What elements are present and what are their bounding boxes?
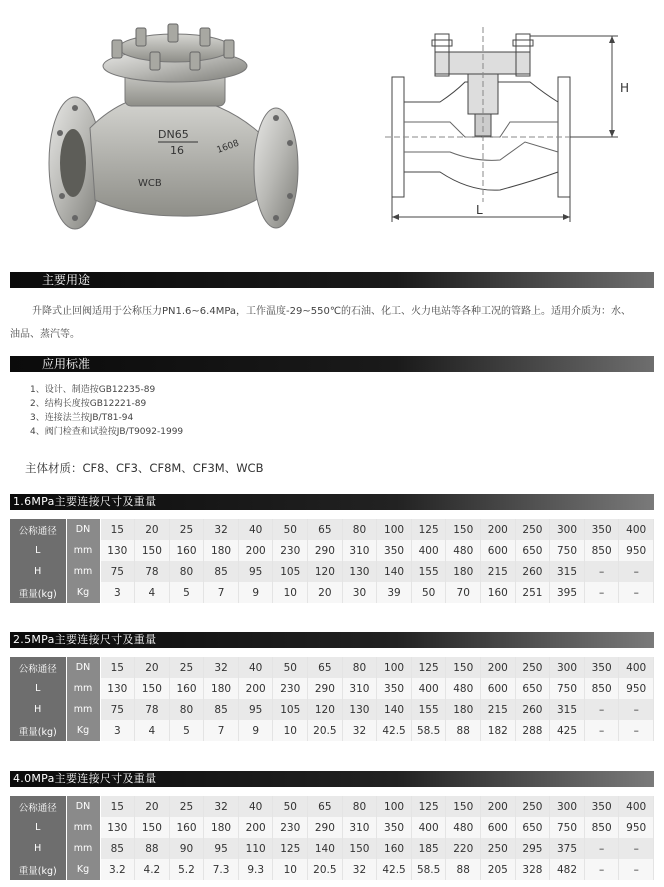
table-cell: 3.2 [100, 859, 135, 880]
row-label: L [10, 678, 66, 699]
table-cell: 80 [342, 796, 377, 817]
table-cell: 80 [342, 519, 377, 540]
table-cell: 65 [308, 519, 343, 540]
table-cell: 25 [169, 519, 204, 540]
table-cell: 32 [342, 859, 377, 880]
table-cell: 215 [481, 699, 516, 720]
table-row [10, 540, 654, 561]
table-cell: – [619, 699, 654, 720]
table-cell: 9 [238, 582, 273, 603]
table-row [10, 720, 654, 741]
table-cell: 15 [100, 796, 135, 817]
table-cell: 39 [377, 582, 412, 603]
table-cell: – [619, 561, 654, 582]
table-cell: 125 [411, 519, 446, 540]
table-row [10, 519, 654, 540]
table-cell: 251 [515, 582, 550, 603]
row-unit: Kg [66, 720, 100, 741]
material-line: 主体材质：CF8、CF3、CF8M、CF3M、WCB [25, 461, 264, 475]
table-cell: 4 [135, 582, 170, 603]
table-row [10, 582, 654, 603]
table-cell: 100 [377, 657, 412, 678]
table-cell: 9 [238, 720, 273, 741]
table-cell: 40 [238, 657, 273, 678]
table-cell: 482 [550, 859, 585, 880]
table-cell: 20.5 [308, 859, 343, 880]
table-cell: 328 [515, 859, 550, 880]
table-cell: 300 [550, 519, 585, 540]
table-cell: 120 [308, 561, 343, 582]
table-cell: 80 [169, 699, 204, 720]
table-cell: 200 [238, 817, 273, 838]
table-cell: 58.5 [411, 859, 446, 880]
table-cell: 310 [342, 540, 377, 561]
table-cell: 200 [481, 657, 516, 678]
table-cell: 10 [273, 582, 308, 603]
table-cell: 650 [515, 540, 550, 561]
table-cell: 350 [584, 519, 619, 540]
table-cell: 120 [308, 699, 343, 720]
table-cell: 88 [446, 859, 481, 880]
table-cell: 7.3 [204, 859, 239, 880]
table-cell: 20 [135, 519, 170, 540]
table-cell: 750 [550, 817, 585, 838]
row-label: H [10, 838, 66, 859]
usage-section-bar [10, 272, 654, 288]
row-unit: mm [66, 838, 100, 859]
dimension-l-label: L [476, 203, 483, 217]
table-cell: 185 [411, 838, 446, 859]
table-cell: 20 [135, 796, 170, 817]
row-label: 重量(kg) [10, 859, 66, 880]
table-cell: 88 [446, 720, 481, 741]
table-cell: – [584, 582, 619, 603]
table-cell: 15 [100, 657, 135, 678]
table-cell: 290 [308, 678, 343, 699]
table-cell: 375 [550, 838, 585, 859]
valve-photo [40, 18, 310, 243]
usage-text-line1: 升降式止回阀适用于公称压力PN1.6~6.4MPa，工作温度-29~550℃的石油、化工、火力电站等各种工况的管路上。适用介质为：水、 [32, 306, 632, 317]
table-cell: 200 [481, 796, 516, 817]
valve-section-drawing [380, 22, 635, 227]
table-cell: 160 [169, 678, 204, 699]
table-cell: 105 [273, 699, 308, 720]
row-label: 公称通径 [10, 519, 66, 540]
table-cell: 150 [446, 657, 481, 678]
table-cell: 32 [342, 720, 377, 741]
table-cell: 25 [169, 796, 204, 817]
table-cell: 480 [446, 817, 481, 838]
spec-table-2-5mpa [10, 657, 654, 741]
standard-item: 3、连接法兰按JB/T81-94 [30, 413, 134, 423]
row-unit: mm [66, 817, 100, 838]
table-cell: 400 [411, 540, 446, 561]
table-cell: 315 [550, 561, 585, 582]
table-cell: 10 [273, 720, 308, 741]
table-cell: 480 [446, 540, 481, 561]
table-title-bar [10, 771, 654, 787]
table-cell: 3 [100, 720, 135, 741]
table-cell: 295 [515, 838, 550, 859]
table-cell: 950 [619, 817, 654, 838]
table-cell: 400 [411, 817, 446, 838]
mark-pn: 16 [170, 144, 184, 157]
row-unit: DN [66, 519, 100, 540]
row-label: 重量(kg) [10, 720, 66, 741]
table-cell: 600 [481, 678, 516, 699]
table-cell: 4 [135, 720, 170, 741]
table-cell: 150 [446, 519, 481, 540]
table-cell: 180 [204, 817, 239, 838]
table-cell: 300 [550, 657, 585, 678]
table-cell: 130 [100, 540, 135, 561]
table-cell: 650 [515, 678, 550, 699]
table-cell: 180 [204, 678, 239, 699]
row-unit: DN [66, 796, 100, 817]
standard-item: 2、结构长度按GB12221-89 [30, 399, 147, 409]
table-row [10, 561, 654, 582]
table-cell: 155 [411, 561, 446, 582]
table-cell: 160 [481, 582, 516, 603]
row-unit: DN [66, 657, 100, 678]
table-cell: 140 [377, 561, 412, 582]
table-cell: 50 [273, 796, 308, 817]
table-cell: 400 [411, 678, 446, 699]
table-cell: 288 [515, 720, 550, 741]
row-label: H [10, 561, 66, 582]
table-cell: – [619, 720, 654, 741]
table-cell: 5.2 [169, 859, 204, 880]
table-cell: 50 [273, 519, 308, 540]
table-cell: 32 [204, 657, 239, 678]
table-cell: 30 [342, 582, 377, 603]
table-row [10, 796, 654, 817]
standards-list [30, 383, 183, 439]
table-cell: 95 [204, 838, 239, 859]
table-row [10, 838, 654, 859]
table-cell: 150 [135, 540, 170, 561]
row-unit: mm [66, 699, 100, 720]
table-cell: 110 [238, 838, 273, 859]
table-cell: 25 [169, 657, 204, 678]
table-cell: 80 [169, 561, 204, 582]
standard-item: 1、设计、制造按GB12235-89 [30, 385, 156, 395]
table-cell: 85 [100, 838, 135, 859]
row-unit: Kg [66, 582, 100, 603]
table-cell: 150 [446, 796, 481, 817]
table-cell: – [584, 561, 619, 582]
table-cell: 7 [204, 720, 239, 741]
table-cell: 850 [584, 678, 619, 699]
table-cell: 100 [377, 519, 412, 540]
row-label: L [10, 540, 66, 561]
table-cell: 70 [446, 582, 481, 603]
table-title: 1.6MPa主要连接尺寸及重量 [13, 495, 157, 508]
mark-dn: DN65 [158, 128, 189, 141]
table-row [10, 678, 654, 699]
table-cell: – [619, 582, 654, 603]
row-unit: mm [66, 561, 100, 582]
table-cell: 80 [342, 657, 377, 678]
table-cell: – [584, 838, 619, 859]
table-cell: 125 [411, 657, 446, 678]
table-cell: 150 [342, 838, 377, 859]
table-cell: 180 [446, 561, 481, 582]
table-cell: 180 [446, 699, 481, 720]
standard-item: 4、阀门检查和试验按JB/T9092-1999 [30, 427, 184, 437]
table-cell: 182 [481, 720, 516, 741]
table-cell: 40 [238, 519, 273, 540]
table-cell: 105 [273, 561, 308, 582]
table-title-bar [10, 494, 654, 510]
table-cell: 230 [273, 817, 308, 838]
row-label: H [10, 699, 66, 720]
table-cell: 90 [169, 838, 204, 859]
row-label: 公称通径 [10, 657, 66, 678]
table-row [10, 817, 654, 838]
table-cell: 150 [135, 678, 170, 699]
table-cell: 42.5 [377, 720, 412, 741]
table-cell: 260 [515, 699, 550, 720]
table-cell: 290 [308, 817, 343, 838]
table-cell: 160 [377, 838, 412, 859]
table-cell: 350 [377, 540, 412, 561]
table-cell: 78 [135, 699, 170, 720]
table-cell: 400 [619, 657, 654, 678]
table-title: 2.5MPa主要连接尺寸及重量 [13, 633, 157, 646]
table-cell: 200 [238, 540, 273, 561]
table-cell: 315 [550, 699, 585, 720]
table-cell: 78 [135, 561, 170, 582]
table-cell: 20.5 [308, 720, 343, 741]
table-cell: 85 [204, 561, 239, 582]
table-cell: 50 [411, 582, 446, 603]
table-cell: 155 [411, 699, 446, 720]
table-cell: 260 [515, 561, 550, 582]
table-cell: 400 [619, 796, 654, 817]
table-cell: 10 [273, 859, 308, 880]
table-cell: 350 [584, 796, 619, 817]
table-cell: 160 [169, 540, 204, 561]
table-cell: 300 [550, 796, 585, 817]
table-cell: 150 [135, 817, 170, 838]
table-cell: 42.5 [377, 859, 412, 880]
spec-table-1-6mpa [10, 519, 654, 603]
table-cell: 750 [550, 540, 585, 561]
standards-section-bar [10, 356, 654, 372]
table-cell: 850 [584, 817, 619, 838]
table-row [10, 859, 654, 880]
table-cell: 140 [377, 699, 412, 720]
table-cell: 88 [135, 838, 170, 859]
table-cell: 200 [481, 519, 516, 540]
table-cell: 65 [308, 796, 343, 817]
table-cell: 395 [550, 582, 585, 603]
table-cell: 20 [135, 657, 170, 678]
table-cell: 250 [515, 519, 550, 540]
table-cell: 230 [273, 678, 308, 699]
table-cell: 600 [481, 817, 516, 838]
table-cell: – [619, 859, 654, 880]
table-cell: 5 [169, 582, 204, 603]
usage-title: 主要用途 [42, 273, 91, 287]
table-cell: 850 [584, 540, 619, 561]
table-cell: 20 [308, 582, 343, 603]
table-cell: – [584, 859, 619, 880]
table-cell: 160 [169, 817, 204, 838]
table-cell: 50 [273, 657, 308, 678]
table-cell: 650 [515, 817, 550, 838]
table-cell: 9.3 [238, 859, 273, 880]
table-cell: 250 [515, 657, 550, 678]
table-cell: – [584, 699, 619, 720]
table-cell: 32 [204, 519, 239, 540]
table-cell: 600 [481, 540, 516, 561]
table-cell: 65 [308, 657, 343, 678]
table-cell: 400 [619, 519, 654, 540]
row-label: L [10, 817, 66, 838]
table-cell: 75 [100, 561, 135, 582]
table-cell: 200 [238, 678, 273, 699]
table-cell: 130 [100, 678, 135, 699]
row-unit: mm [66, 678, 100, 699]
table-cell: 230 [273, 540, 308, 561]
table-cell: 130 [342, 561, 377, 582]
table-cell: 85 [204, 699, 239, 720]
row-label: 重量(kg) [10, 582, 66, 603]
table-cell: 215 [481, 561, 516, 582]
row-label: 公称通径 [10, 796, 66, 817]
table-cell: 75 [100, 699, 135, 720]
table-row [10, 699, 654, 720]
table-cell: 3 [100, 582, 135, 603]
table-cell: 58.5 [411, 720, 446, 741]
standards-title: 应用标准 [42, 357, 91, 371]
table-cell: 290 [308, 540, 343, 561]
table-cell: 130 [342, 699, 377, 720]
table-cell: 4.2 [135, 859, 170, 880]
table-cell: 950 [619, 678, 654, 699]
table-title-bar [10, 632, 654, 648]
table-cell: 140 [308, 838, 343, 859]
table-cell: 7 [204, 582, 239, 603]
spec-table-4-0mpa [10, 796, 654, 880]
table-cell: 125 [273, 838, 308, 859]
table-cell: 480 [446, 678, 481, 699]
mark-code: 1608 [215, 138, 241, 156]
row-unit: Kg [66, 859, 100, 880]
table-cell: 425 [550, 720, 585, 741]
mark-material: WCB [138, 178, 162, 189]
table-cell: 750 [550, 678, 585, 699]
usage-text-line2: 油品、蒸汽等。 [10, 329, 80, 340]
table-cell: 180 [204, 540, 239, 561]
table-cell: 250 [481, 838, 516, 859]
table-cell: 310 [342, 678, 377, 699]
table-cell: 100 [377, 796, 412, 817]
table-cell: 310 [342, 817, 377, 838]
dimension-h-label: H [620, 81, 630, 95]
table-cell: – [584, 720, 619, 741]
table-cell: 350 [377, 678, 412, 699]
table-cell: 205 [481, 859, 516, 880]
table-title: 4.0MPa主要连接尺寸及重量 [13, 772, 157, 785]
table-cell: 130 [100, 817, 135, 838]
table-cell: 250 [515, 796, 550, 817]
table-cell: 5 [169, 720, 204, 741]
table-cell: 15 [100, 519, 135, 540]
table-cell: – [619, 838, 654, 859]
table-cell: 95 [238, 699, 273, 720]
table-cell: 220 [446, 838, 481, 859]
table-row [10, 657, 654, 678]
row-unit: mm [66, 540, 100, 561]
table-cell: 350 [377, 817, 412, 838]
table-cell: 950 [619, 540, 654, 561]
table-cell: 95 [238, 561, 273, 582]
table-cell: 350 [584, 657, 619, 678]
table-cell: 125 [411, 796, 446, 817]
table-cell: 40 [238, 796, 273, 817]
table-cell: 32 [204, 796, 239, 817]
